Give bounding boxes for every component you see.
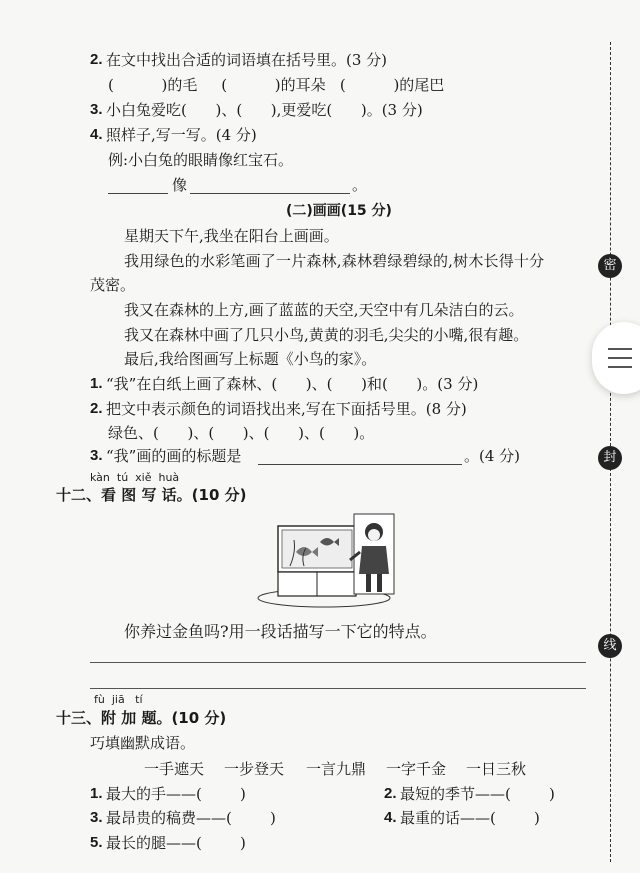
sec12-title: 十二、看 图 写 话。(10 分) bbox=[56, 486, 247, 504]
sec13-pinyin: fù jiā tí bbox=[94, 693, 143, 706]
s2q2-blanks: 绿色、( )、( )、( )、( )。 bbox=[108, 424, 375, 442]
s2q1-text: “我”在白纸上画了森林、( )、( )和( )。(3 分) bbox=[106, 375, 479, 393]
q4-text: 照样子,写一写。(4 分) bbox=[106, 126, 257, 144]
menu-icon-bar bbox=[608, 357, 632, 359]
answer-line bbox=[190, 193, 350, 194]
s2q3-end: 。(4 分) bbox=[464, 447, 521, 465]
passage-line: 我又在森林中画了几只小鸟,黄黄的羽毛,尖尖的小嘴,很有趣。 bbox=[124, 326, 529, 344]
menu-button[interactable] bbox=[592, 322, 640, 394]
passage-line: 茂密。 bbox=[90, 276, 136, 294]
passage-line: 我又在森林的上方,画了蓝蓝的天空,天空中有几朵洁白的云。 bbox=[124, 301, 524, 319]
seal-mark-feng: 封 bbox=[598, 446, 622, 470]
section2-title: (二)画画(15 分) bbox=[286, 203, 392, 219]
bonus-number: 5. bbox=[90, 834, 103, 851]
example-like-word: 像 bbox=[172, 176, 188, 194]
bonus-number: 1. bbox=[90, 785, 103, 802]
s2q2-number: 2. bbox=[90, 400, 103, 417]
bonus-number: 2. bbox=[384, 785, 397, 802]
q2-text: 在文中找出合适的词语填在括号里。(3 分) bbox=[106, 51, 388, 69]
bonus-number: 3. bbox=[90, 809, 103, 826]
sec12-pinyin: kàn tú xiě huà bbox=[90, 471, 180, 484]
bonus-number: 4. bbox=[384, 809, 397, 826]
bonus-item: 最重的话——( ) bbox=[400, 809, 540, 827]
passage-line: 我用绿色的水彩笔画了一片森林,森林碧绿碧绿的,树木长得十分 bbox=[124, 252, 545, 270]
bonus-item: 最大的手——( ) bbox=[106, 785, 246, 803]
writing-line bbox=[90, 688, 586, 689]
s2q2-text: 把文中表示颜色的词语找出来,写在下面括号里。(8 分) bbox=[106, 400, 467, 418]
answer-line bbox=[258, 464, 462, 465]
idiom-option: 一言九鼎 bbox=[306, 760, 367, 778]
passage-line: 最后,我给图画写上标题《小鸟的家》。 bbox=[124, 350, 377, 368]
example-sentence: 例:小白兔的眼睛像红宝石。 bbox=[108, 151, 294, 169]
idiom-option: 一手遮天 bbox=[144, 760, 205, 778]
s2q3-text: “我”画的画的标题是 bbox=[106, 447, 242, 465]
seal-mark-xian: 线 bbox=[598, 634, 622, 658]
q4-number: 4. bbox=[90, 126, 103, 143]
sec13-intro: 巧填幽默成语。 bbox=[90, 734, 196, 752]
goldfish-tank-illustration bbox=[256, 510, 416, 610]
q3-number: 3. bbox=[90, 101, 103, 118]
s2q1-number: 1. bbox=[90, 375, 103, 392]
sec12-prompt: 你养过金鱼吗?用一段话描写一下它的特点。 bbox=[124, 622, 437, 641]
idiom-option: 一步登天 bbox=[224, 760, 285, 778]
bonus-item: 最长的腿——( ) bbox=[106, 834, 246, 852]
writing-line bbox=[90, 662, 586, 663]
seal-mark-mi: 密 bbox=[598, 254, 622, 278]
example-period: 。 bbox=[352, 176, 368, 194]
q2-blanks: ( )的毛 ( )的耳朵 ( )的尾巴 bbox=[108, 76, 445, 94]
menu-icon-bar bbox=[608, 366, 632, 368]
passage-line: 星期天下午,我坐在阳台上画画。 bbox=[124, 227, 339, 245]
answer-line bbox=[108, 193, 168, 194]
q2-number: 2. bbox=[90, 51, 103, 68]
idiom-option: 一日三秋 bbox=[466, 760, 527, 778]
sec13-title: 十三、附 加 题。(10 分) bbox=[56, 709, 227, 727]
s2q3-number: 3. bbox=[90, 447, 103, 464]
menu-icon-bar bbox=[608, 348, 632, 350]
bonus-item: 最短的季节——( ) bbox=[400, 785, 555, 803]
q3-text: 小白兔爱吃( )、( ),更爱吃( )。(3 分) bbox=[106, 101, 423, 119]
bonus-item: 最昂贵的稿费——( ) bbox=[106, 809, 276, 827]
idiom-option: 一字千金 bbox=[386, 760, 447, 778]
